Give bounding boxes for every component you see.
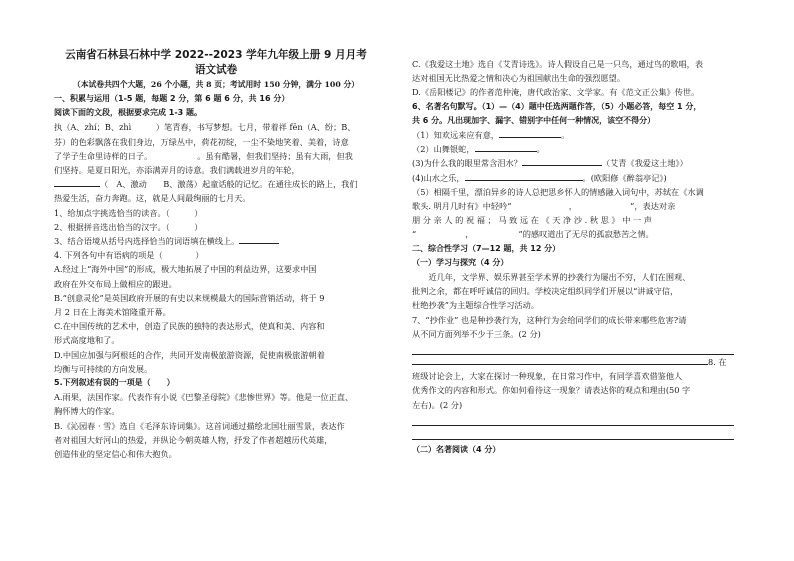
passage-line: （ A、激动 B、激荡）起童话般的记忆。在通往成长的路上，我们 (54, 177, 378, 191)
reading-instruction: 阅读下面的文段，根据要求完成 1-3 题。 (54, 108, 203, 118)
passage-line: 们坚持。是夏日阳光，亦添满弄月的诗意。我们满载进岁月的年轮， (54, 165, 300, 176)
right-column (412, 57, 738, 457)
option-line: 政府在外交布局上做相应的跟进。 (54, 278, 177, 289)
answer-blank[interactable] (465, 171, 583, 181)
question-8-number: 8. 在 (412, 355, 738, 369)
option-line: 胸怀博大的作家。 (54, 406, 120, 417)
recite-item: 歌头. 明月几时有》中轻吟“ ， ”，表达对亲 (412, 201, 676, 212)
answer-blank[interactable] (475, 142, 537, 152)
answer-blank[interactable] (499, 128, 561, 138)
section-heading: 一、积累与运用（1-5 题，每题 2 分，第 6 题 6 分，共 16 分） (54, 94, 290, 103)
question-6: 6、名著名句默写。（1）—（4）题中任选两题作答，（5）小题必答，每空 1 分， (412, 101, 702, 111)
question-8: 左右)。(2 分) (412, 399, 463, 410)
section-heading: 二、综合性学习（7—12 题，共 12 分） (412, 243, 561, 253)
option-line: D.《岳阳楼记》的作者范仲淹，唐代政治家、文学家。有《范文正公集》传世。 (412, 87, 700, 98)
left-column (54, 48, 378, 461)
answer-line[interactable] (412, 426, 734, 440)
option-line: C.《我爱这土地》选自《艾青诗选》。诗人假设自己是一只鸟，通过鸟的歌唱，表 (412, 59, 704, 69)
question-3: 3、结合语境从括号内选择恰当的词语填在横线上。 (54, 234, 378, 248)
option-line: 者对祖国大好河山的热爱，并纵论今朝英雄人物，抒发了作者超越历代英雄， (54, 434, 333, 445)
question-8: 优秀作文的内容和形式。你如何看待这一现象？请表达你的观点和理由(50 字 (412, 385, 691, 396)
option-line: 达对祖国无比热爱之情和决心为祖国献出生命的强烈愿望。 (412, 73, 625, 84)
recite-item: （1）知欢远来应有意， 。 (412, 130, 570, 141)
option-line: A.雨果，法国作家。代表作有小说《巴黎圣母院》《悲惨世界》等。他是一位正直、 (54, 392, 354, 403)
recite-item: 朋 分 亲 人 的 祝 福 ； 马 致 远 在 《 天 净 沙 . 秋 思 》 中 一 声 (412, 215, 652, 226)
answer-blank[interactable] (54, 177, 100, 187)
answer-line[interactable] (412, 341, 734, 355)
subsection-heading: （一）学习与探究（4 分） (412, 257, 509, 267)
option-line: B.“创意灵伦”是英国政府开展的有史以来规模最大的国际营销活动，将于 9 (54, 292, 325, 303)
paragraph-line: 近几年，文学界、娱乐界甚至学术界的抄袭行为屡出不穷，人们在围观、 (428, 272, 691, 283)
exam-title: 云南省石林县石林中学 2022--2023 学年九年级上册 9 月月考 (65, 49, 367, 61)
question-6-rules: 共 6 分。凡出现加字、漏字、错别字中任何一种情况，该空不得分） (412, 115, 656, 125)
subsection-heading: （二）名著阅读（4 分） (412, 444, 501, 454)
passage-line: 了学子生命里诗样的日子。 。虽有酷暑，但我们坚持；虽有大雨，但我 (54, 150, 353, 161)
paragraph-line: 杜绝抄袭”为主题综合性学习活动。 (412, 300, 539, 311)
recite-item: （5）相隔千里，漂泊异乡的诗人总把思乡怀人的情感融入词句中，苏轼在《水调 (412, 186, 704, 197)
option-line: 创造伟业的坚定信心和伟大抱负。 (54, 449, 177, 460)
recite-item: (3)为什么我的眼里常含泪水？ （艾青《我爱这土地》） (412, 158, 688, 169)
passage-line: 芬）的色彩飘落在我们身边，万绿丛中，荷花初绽，一尘不染地笑着、美着，诗意 (54, 136, 349, 147)
option-line: 均衡与可持续的方向发展。 (54, 363, 153, 374)
answer-line[interactable] (412, 355, 708, 365)
question-8: 班级讨论会上，大家在探讨一种现象，在日常习作中，有同学喜欢借鉴他人 (412, 371, 683, 382)
option-line: B.《沁园春 · 雪》选自《毛泽东诗词集》。这首词通过描绘北国壮丽雪景，表达作 (54, 420, 345, 431)
passage-line: 执（A、zhí；B、zhì ）笔青春，书写梦想。七月，带着祥 fēn（A、纷；B、 (54, 122, 356, 133)
option-line: 月 2 日在上海美术馆隆重开幕。 (54, 307, 171, 318)
question-5: 5.下列叙述有误的一项是（ ） (54, 378, 175, 388)
option-line: A.经过上“海外中国”的形成，极大地拓展了中国的利益边界，这要求中国 (54, 264, 317, 275)
paragraph-line: 批判之余，都在呼吁诚信的回归。学校决定组织同学们开展以“讲诚守信， (412, 286, 679, 297)
question-7: 从不同方面列举不少于三条。(2 分) (412, 328, 541, 339)
option-line: 形式高度地和了。 (54, 335, 120, 346)
recite-item: （2）山舞银蛇， 。 (412, 144, 545, 155)
option-line: D.中国应加强与阿根廷的合作，共同开发南极旅游资源，促使南极旅游朝着 (54, 349, 325, 360)
recite-item: “ ， ”的感叹道出了无尽的孤寂愁苦之情。 (412, 229, 654, 240)
passage-line: 热爱生活，奋力奔跑。这，就是人间最绚丽的七月天。 (54, 193, 251, 204)
question-2: 2、根据拼音选出恰当的汉字。（ ） (54, 221, 203, 232)
question-1: 1、给加点字挑选恰当的读音。（ ） (54, 207, 203, 218)
recite-item: (4)山水之乐， 。(欧阳修《醉翁亭记》) (412, 172, 667, 183)
exam-subtitle: 语文试卷 (194, 64, 238, 76)
option-line: C.在中国传统的艺术中，创造了民族的独特的表达形式，使真和美、内容和 (54, 321, 325, 332)
question-4: 4. 下列各句中有语病的项是（ ） (54, 250, 204, 261)
answer-line[interactable] (412, 412, 734, 426)
question-7: 7、“抄作业” 也是种抄袭行为，这种行为会给同学们的成长带来哪些危害?请 (412, 314, 687, 325)
answer-blank[interactable] (239, 234, 279, 244)
answer-blank[interactable] (522, 156, 602, 166)
exam-note: （本试卷共四个大题，26 个小题，共 8 页；考试用时 150 分钟，满分 100 分） (72, 80, 360, 89)
